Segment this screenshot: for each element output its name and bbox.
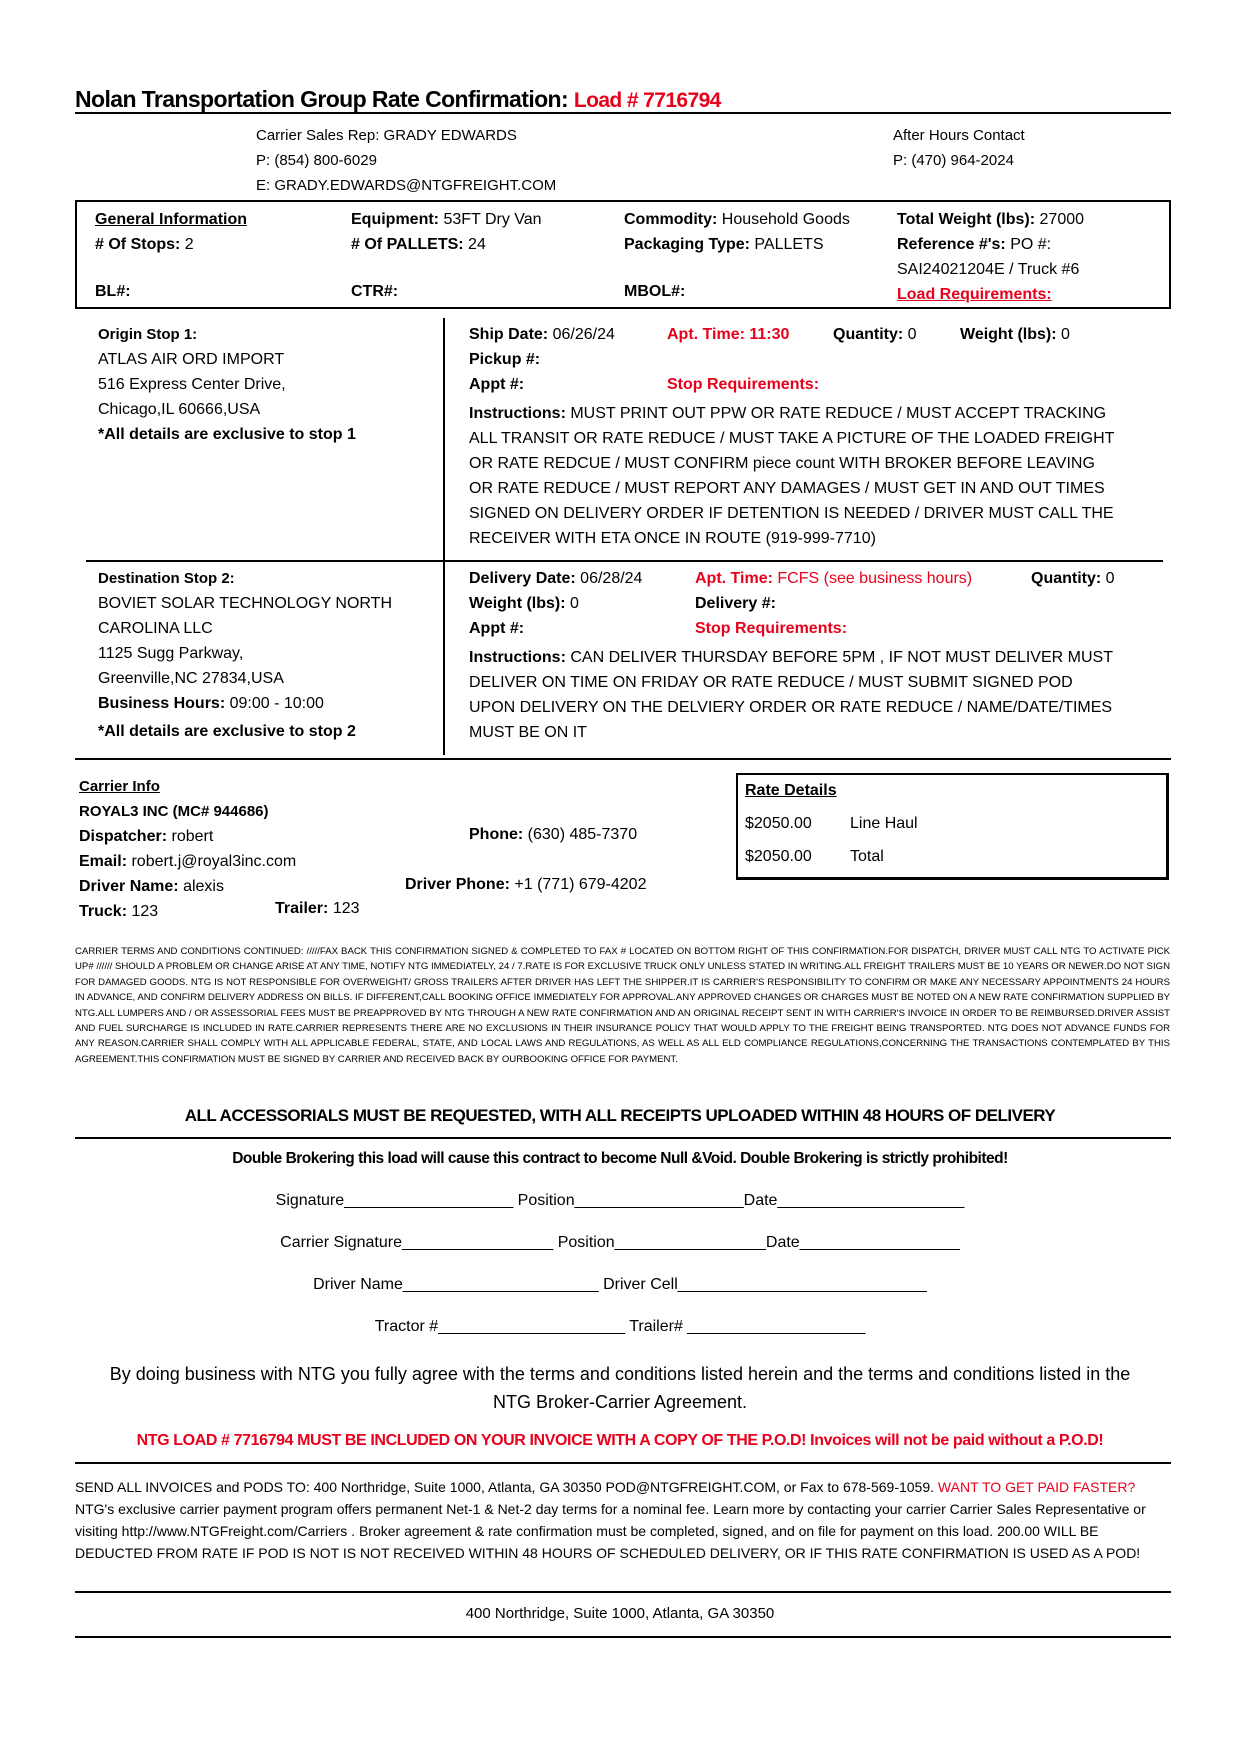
general-info-heading: General Information [95, 211, 248, 228]
truck-label: Truck: [79, 903, 128, 920]
carrier-name: ROYAL3 INC (MC# 944686) [79, 803, 269, 820]
rate-row-label: Total [850, 848, 884, 865]
origin-quantity-value: 0 [907, 326, 917, 343]
destination-address-block [98, 566, 392, 744]
stops-bottom-line [75, 758, 1171, 760]
load-number: Load # 7716794 [573, 89, 721, 112]
reference-value: SAI24021204E / Truck #6 [897, 261, 1080, 278]
general-col-4 [897, 207, 1084, 307]
origin-address-1: 516 Express Center Drive, [98, 376, 286, 393]
destination-name-2: CAROLINA LLC [98, 620, 213, 637]
origin-quantity-label: Quantity: [833, 326, 904, 343]
destination-weight-value: 0 [570, 595, 579, 612]
sales-rep: Carrier Sales Rep: GRADY EDWARDS [256, 127, 517, 144]
after-hours-label: After Hours Contact [893, 127, 1025, 144]
invoice-divider [75, 1591, 1171, 1593]
destination-stop-requirements: Stop Requirements: [695, 620, 848, 637]
origin-pickup-number: Pickup #: [469, 351, 541, 368]
carrier-phone [469, 826, 637, 844]
destination-instructions-line: MUST BE ON IT [469, 724, 587, 741]
general-col-1 [95, 207, 247, 257]
origin-instructions-line: MUST PRINT OUT PPW OR RATE REDUCE / MUST ACCEPT TRACKING [570, 405, 1107, 422]
email-label: Email: [79, 853, 128, 870]
page-title [75, 86, 721, 113]
destination-exclusive-note: *All details are exclusive to stop 2 [98, 723, 356, 740]
business-hours-value: 09:00 - 10:00 [229, 695, 324, 712]
invoice-note [75, 1476, 1170, 1564]
pod-divider [75, 1462, 1171, 1464]
rate-details-heading: Rate Details [745, 782, 837, 799]
destination-instructions-line: CAN DELIVER THURSDAY BEFORE 5PM , IF NOT MUST DELIVER MUST [570, 649, 1113, 666]
signature-line-2[interactable]: Carrier Signature_________________ Position_________________Date__________________ [280, 1234, 960, 1251]
accessorials-notice: ALL ACCESSORIALS MUST BE REQUESTED, WITH ALL RECEIPTS UPLOADED WITHIN 48 HOURS OF DELIVERY [184, 1106, 1056, 1125]
rate-row [745, 848, 812, 866]
driver-phone-label: Driver Phone: [405, 876, 510, 893]
terms-and-conditions: CARRIER TERMS AND CONDITIONS CONTINUED: /////FAX BACK THIS CONFIRMATION SIGNED & COMPLETED TO FAX # LOCATED ON BOTTOM RIGHT OF THIS CONFIRMATION.FOR DISPATCH, DRIVER MUST CALL NTG TO ACTIVATE PICK UP# ////// SHOULD A PROBLEM OR CHANGE ARISE AT ANY TIME, NOTIFY NTG IMMEDIATELY, 24 / 7.RATE IS FOR EXCLUSIVE TRUCK ONLY UNLESS STATED IN WRITING.ALL FREIGHT TRAILERS MUST BE 10 YEARS OR NEWER.DO NOT SIGN FOR DAMAGED GOODS. NTG IS NOT RESPONSIBLE FOR OVERWEIGHT/ GROSS TRAILERS AFTER DRIVER HAS LEFT THE SHIPPER.IT IS CARRIER'S RESPONSIBILITY TO CONFIRM OR MAKE ANY NECESSARY APPOINTMENTS 24 HOURS IN ADVANCE, AND CONFIRM DELIVERY ADDRESS ON BILLS. IF DIFFERENT,CALL BOOKING OFFICE IMMEDIATELY FOR APPROVAL.ANY APPROVED CHANGES OR CHARGES MUST BE NOTED ON A NEW RATE CONFIRMATION SUPPLIED BY NTG.ALL LUMPERS AND / OR ASSESSORIAL FEES MUST BE PREAPPROVED BY NTG THROUGH A NEW RATE CONFIRMATION AND AN ORIGINAL RECEIPT SENT IN WITH CARRIER'S INVOICE IN ORDER TO BE REIMBURSED.DRIVER ASSIST AND FUEL SURCHARGE IS INCLUDED IN RATE.CARRIER REPRESENTS THERE ARE NO EXCLUSIONS IN THEIR INSURANCE POLICY THAT WOULD APPLY TO THE FREIGHT BEING TRANSPORTED. NTG DOES NOT ADVANCE FUNDS FOR ANY REASON.CARRIER SHALL COMPLY WITH ALL APPLICABLE FEDERAL, STATE, AND LOCAL LAWS AND REGULATIONS, AS WELL AS ALL ELD COMPLIANCE REGULATIONS,CONCERNING THE TRANSACTIONS CONTEMPLATED BY THIS AGREEMENT.THIS CONFIRMATION MUST BE SIGNED BY CARRIER AND RECEIVED BACK BY OURBOOKING OFFICE FOR PAYMENT. [75, 946, 1170, 1065]
destination-quantity-value: 0 [1105, 570, 1115, 587]
rate-amount: $2050.00 [745, 848, 812, 865]
agreement-line-2: NTG Broker-Carrier Agreement. [492, 1392, 748, 1412]
origin-instructions-line: SIGNED ON DELIVERY ORDER IF DETENTION IS NEEDED / DRIVER MUST CALL THE [469, 505, 1114, 522]
after-hours-phone: P: (470) 964-2024 [893, 152, 1014, 169]
origin-ship-date [469, 326, 615, 344]
origin-address-block [98, 322, 356, 447]
origin-instructions [469, 401, 1169, 551]
origin-weight-value: 0 [1061, 326, 1070, 343]
origin-weight-label: Weight (lbs): [960, 326, 1057, 343]
destination-address-2: Greenville,NC 27834,USA [98, 670, 284, 687]
origin-instructions-label: Instructions: [469, 405, 566, 422]
pallets-value: 24 [468, 236, 486, 253]
destination-apt-time-label: Apt. Time: [695, 570, 773, 587]
destination-quantity [1031, 570, 1115, 588]
agreement-text [0, 1360, 1240, 1416]
origin-heading: Origin Stop 1: [98, 326, 198, 343]
delivery-date-value: 06/28/24 [580, 570, 643, 587]
agreement-line-1: By doing business with NTG you fully agree with the terms and conditions listed herein and the terms and conditions listed in the [109, 1364, 1131, 1384]
load-requirements: Load Requirements: [897, 286, 1052, 303]
accessorials-divider [75, 1137, 1171, 1139]
destination-instructions-line: DELIVER ON TIME ON FRIDAY OR RATE REDUCE / MUST SUBMIT SIGNED POD [469, 674, 1073, 691]
delivery-number: Delivery #: [695, 595, 776, 612]
driver-name-label: Driver Name: [79, 878, 179, 895]
general-col-2 [351, 207, 542, 257]
trailer-label: Trailer: [275, 900, 329, 917]
stops-divider-vertical [443, 318, 445, 755]
commodity-value: Household Goods [721, 211, 850, 228]
pod-notice: NTG LOAD # 7716794 MUST BE INCLUDED ON YOUR INVOICE WITH A COPY OF THE P.O.D! Invoices will not be paid without a P.O.D! [136, 1432, 1104, 1449]
delivery-date-label: Delivery Date: [469, 570, 576, 587]
commodity-label: Commodity: [624, 211, 718, 228]
rate-row [745, 815, 812, 833]
packaging-label: Packaging Type: [624, 236, 750, 253]
destination-instructions-line: UPON DELIVERY ON THE DELVIERY ORDER OR RATE REDUCE / NAME/DATE/TIMES [469, 699, 1113, 716]
truck-value: 123 [131, 903, 159, 920]
origin-name: ATLAS AIR ORD IMPORT [98, 351, 285, 368]
footer-address: 400 Northridge, Suite 1000, Atlanta, GA 30350 [465, 1605, 775, 1622]
origin-quantity [833, 326, 917, 344]
footer-divider [75, 1636, 1171, 1638]
total-weight-label: Total Weight (lbs): [897, 211, 1036, 228]
rate-amount: $2050.00 [745, 815, 812, 832]
contact-block [256, 123, 556, 198]
equipment-label: Equipment: [351, 211, 439, 228]
stops-divider-horizontal [86, 560, 1163, 562]
destination-apt-time-value: FCFS (see business hours) [777, 570, 973, 587]
destination-appt: Appt #: [469, 620, 525, 637]
title-text: Nolan Transportation Group Rate Confirmation: [75, 86, 569, 112]
stops-value: 2 [184, 236, 194, 253]
trailer [275, 900, 360, 918]
title-divider [75, 112, 1171, 114]
origin-instructions-line: RECEIVER WITH ETA ONCE IN ROUTE (919-999-7710) [469, 530, 876, 547]
carrier-info-block [79, 774, 296, 924]
equipment-value: 53FT Dry Van [443, 211, 542, 228]
destination-name-1: BOVIET SOLAR TECHNOLOGY NORTH [98, 595, 392, 612]
email-value: robert.j@royal3inc.com [131, 853, 297, 870]
dispatcher-label: Dispatcher: [79, 828, 168, 845]
signature-line-1[interactable]: Signature___________________ Position___________________Date_____________________ [275, 1192, 965, 1209]
destination-instructions-label: Instructions: [469, 649, 566, 666]
after-hours-block [893, 123, 1025, 173]
driver-name-value: alexis [183, 878, 224, 895]
origin-instructions-line: OR RATE REDUCE / MUST REPORT ANY DAMAGES / MUST GET IN AND OUT TIMES [469, 480, 1105, 497]
rate-row-label: Line Haul [850, 815, 918, 832]
business-hours-label: Business Hours: [98, 695, 226, 712]
origin-instructions-line: OR RATE REDCUE / MUST CONFIRM piece count WITH BROKER BEFORE LEAVING [469, 455, 1095, 472]
stops-label: # Of Stops: [95, 236, 181, 253]
destination-quantity-label: Quantity: [1031, 570, 1102, 587]
destination-apt-time [695, 570, 972, 588]
invoice-note-part-3: NTG's exclusive carrier payment program offers permanent Net-1 & Net-2 day terms for a nominal fee. Learn more by contacting your carrier Carrier Sales Representative or visiting http://www.NTGFreight.com/Carriers . Broker agreement & rate confirmation must be completed, signed, and on file for payment on this load. 200.00 WILL BE DEDUCTED FROM RATE IF POD IS NOT IS NOT RECEIVED WITHIN 48 HOURS OF SCHEDULED DELIVERY, OR IF THIS RATE CONFIRMATION IS USED AS A POD! [75, 1501, 1146, 1561]
origin-exclusive-note: *All details are exclusive to stop 1 [98, 426, 356, 443]
destination-weight-label: Weight (lbs): [469, 595, 566, 612]
dispatcher-value: robert [171, 828, 214, 845]
mbol-label: MBOL#: [624, 283, 686, 300]
trailer-value: 123 [332, 900, 360, 917]
destination-address-1: 1125 Sugg Parkway, [98, 645, 244, 662]
reference-po: PO #: [1010, 236, 1052, 253]
destination-weight [469, 595, 579, 613]
destination-heading: Destination Stop 2: [98, 570, 235, 587]
packaging-value: PALLETS [754, 236, 824, 253]
signature-line-3[interactable]: Driver Name______________________ Driver Cell____________________________ [313, 1276, 927, 1293]
driver-phone [405, 876, 646, 894]
ctr-label: CTR#: [351, 283, 399, 300]
origin-weight [960, 326, 1070, 344]
origin-instructions-line: ALL TRANSIT OR RATE REDUCE / MUST TAKE A PICTURE OF THE LOADED FREIGHT [469, 430, 1115, 447]
ship-date-label: Ship Date: [469, 326, 549, 343]
signature-line-4[interactable]: Tractor #_____________________ Trailer# ____________________ [374, 1318, 866, 1335]
origin-apt-time: Apt. Time: 11:30 [667, 326, 790, 343]
invoice-note-fast-pay: WANT TO GET PAID FASTER? [937, 1479, 1136, 1495]
sales-rep-email: E: GRADY.EDWARDS@NTGFREIGHT.COM [256, 177, 557, 194]
reference-label: Reference #'s: [897, 236, 1006, 253]
delivery-date [469, 570, 642, 588]
origin-address-2: Chicago,IL 60666,USA [98, 401, 261, 418]
origin-appt: Appt #: [469, 376, 525, 393]
carrier-phone-value: (630) 485-7370 [527, 826, 638, 843]
pallets-label: # Of PALLETS: [351, 236, 464, 253]
origin-stop-requirements: Stop Requirements: [667, 376, 820, 393]
carrier-phone-label: Phone: [469, 826, 524, 843]
sales-rep-phone: P: (854) 800-6029 [256, 152, 377, 169]
destination-instructions [469, 645, 1169, 745]
ship-date-value: 06/26/24 [552, 326, 615, 343]
total-weight-value: 27000 [1039, 211, 1085, 228]
invoice-note-part-1: SEND ALL INVOICES and PODS TO: 400 Northridge, Suite 1000, Atlanta, GA 30350 POD@NTGFREIGHT.COM, or Fax to 678-569-1059. [75, 1479, 935, 1495]
general-col-3 [624, 207, 850, 257]
bl-label: BL#: [95, 283, 131, 300]
carrier-info-heading: Carrier Info [79, 778, 160, 795]
double-brokering-notice: Double Brokering this load will cause this contract to become Null &Void. Double Brokering is strictly prohibited! [232, 1150, 1008, 1167]
driver-phone-value: +1 (771) 679-4202 [514, 876, 647, 893]
